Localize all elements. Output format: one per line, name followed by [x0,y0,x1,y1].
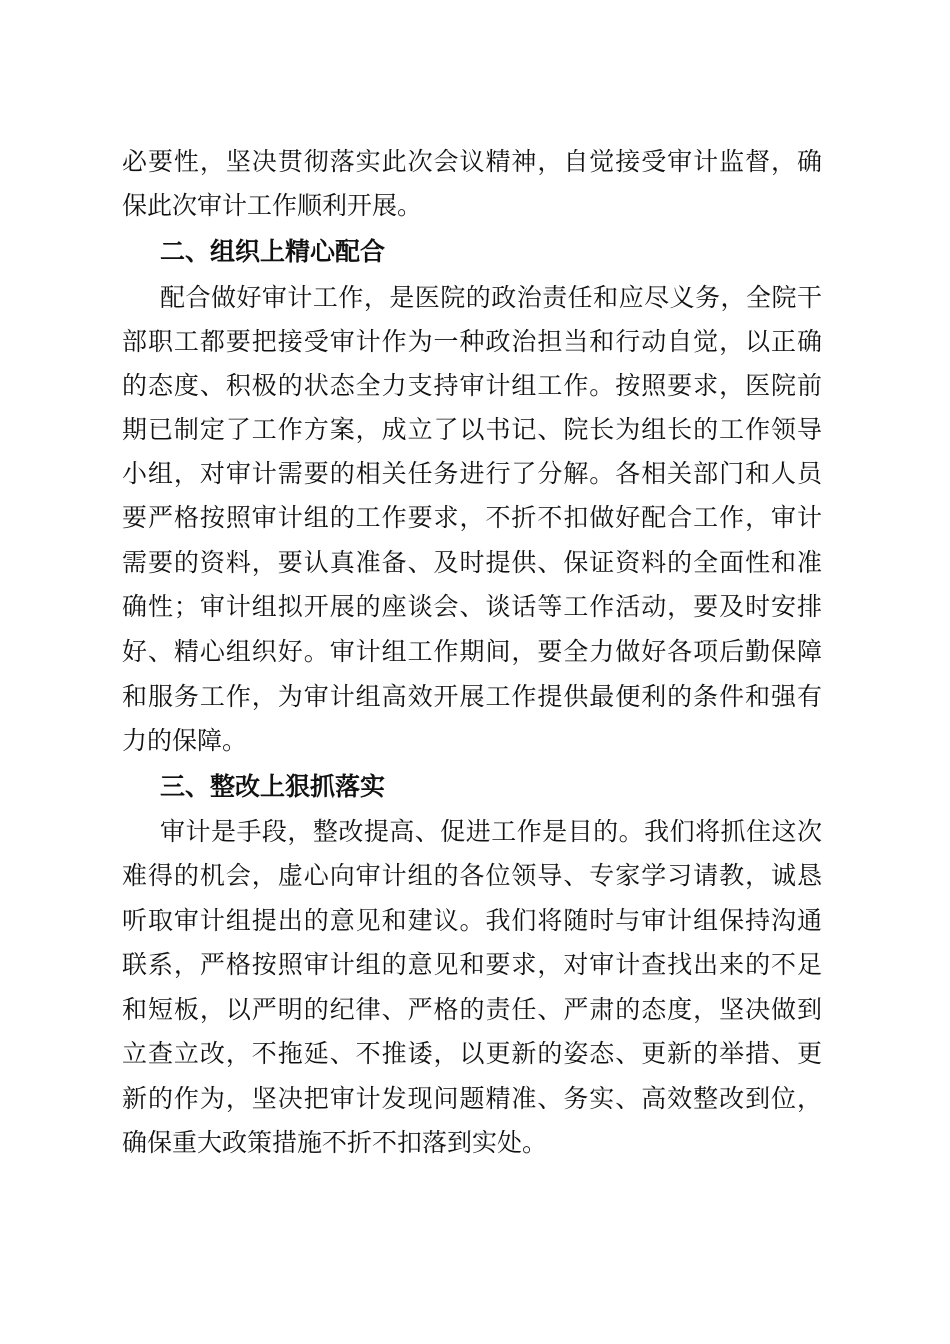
p2-line-7: 需要的资料，要认真准备、及时提供、保证资料的全面性和准 [122,548,822,577]
p2-line-3: 的态度、积极的状态全力支持审计组工作。按照要求，医院前 [122,371,822,400]
p2-line-2: 部职工都要把接受审计作为一种政治担当和行动自觉，以正确 [122,327,822,356]
p1-line-1: 必要性，坚决贯彻落实此次会议精神，自觉接受审计监督，确 [122,147,822,176]
p3-line-5: 和短板，以严明的纪律、严格的责任、严肃的态度，坚决做到 [122,995,822,1024]
p3-line-8: 确保重大政策措施不折不扣落到实处。 [122,1128,548,1157]
p2-line-11: 力的保障。 [122,726,248,755]
p2-line-9: 好、精心组织好。审计组工作期间，要全力做好各项后勤保障 [122,637,822,666]
p3-line-2: 难得的机会，虚心向审计组的各位领导、专家学习请教，诚恳 [122,861,822,890]
section-heading-3: 三、整改上狠抓落实 [160,772,386,801]
p2-line-8: 确性；审计组拟开展的座谈会、谈话等工作活动，要及时安排 [122,592,822,621]
p3-line-4: 联系，严格按照审计组的意见和要求，对审计查找出来的不足 [122,950,822,979]
p3-line-6: 立查立改，不拖延、不推诿，以更新的姿态、更新的举措、更 [122,1039,822,1068]
p2-line-10: 和服务工作，为审计组高效开展工作提供最便利的条件和强有 [122,682,822,711]
p2-line-6: 要严格按照审计组的工作要求，不折不扣做好配合工作，审计 [122,503,822,532]
p2-line-5: 小组，对审计需要的相关任务进行了分解。各相关部门和人员 [122,459,822,488]
p3-line-1: 审计是手段，整改提高、促进工作是目的。我们将抓住这次 [160,817,822,846]
p1-line-2: 保此次审计工作顺利开展。 [122,191,423,220]
section-heading-2: 二、组织上精心配合 [160,237,386,266]
p2-line-4: 期已制定了工作方案，成立了以书记、院长为组长的工作领导 [122,415,822,444]
p2-line-1: 配合做好审计工作，是医院的政治责任和应尽义务，全院干 [160,283,822,312]
p3-line-3: 听取审计组提出的意见和建议。我们将随时与审计组保持沟通 [122,906,822,935]
p3-line-7: 新的作为，坚决把审计发现问题精准、务实、高效整改到位， [122,1084,822,1113]
